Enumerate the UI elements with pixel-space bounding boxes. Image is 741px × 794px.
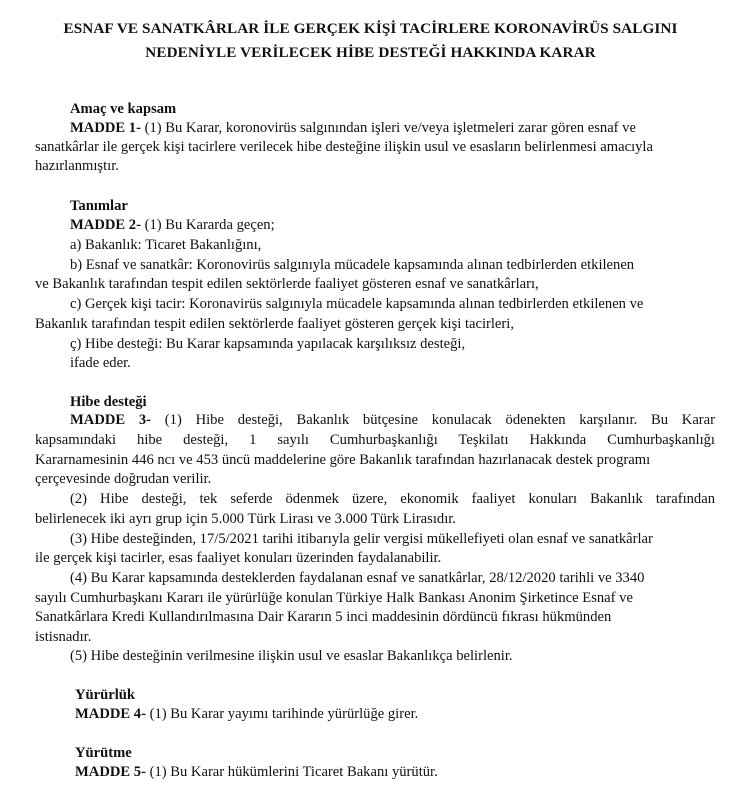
tanim-ifade: ifade eder. [70, 355, 131, 371]
madde-1-line-3: hazırlanmıştır. [35, 158, 119, 174]
madde-3-text: (1) Hibe desteği, Bakanlık bütçesine konulacak ödenekten karşılanır. Bu Karar [151, 412, 715, 428]
tanim-b-line-1: b) Esnaf ve sanatkâr: Koronovirüs salgınıyla mücadele kapsamında alınan tedbirlerden etkilenen [70, 257, 635, 273]
section-heading-hibe: Hibe desteği [70, 394, 147, 410]
tanim-a: a) Bakanlık: Ticaret Bakanlığını, [70, 237, 262, 253]
madde-2-text: (1) Bu Kararda geçen; [140, 217, 275, 233]
madde-1-label: MADDE 1- [70, 120, 141, 136]
madde-3-p2-line-1: (2) Hibe desteği, tek seferde ödenmek üzere, ekonomik faaliyet konuları Bakanlık tarafından [70, 491, 715, 507]
madde-5-line-1 [75, 763, 438, 781]
madde-3-p1-line-3: Kararnamesinin 446 ncı ve 453 üncü maddelerine göre Bakanlık tarafından hazırlanacak destek programı [35, 452, 651, 468]
madde-1-text: (1) Bu Karar, koronovirüs salgınından işleri ve/veya işletmeleri zarar gören esnaf ve [140, 120, 636, 136]
madde-3-p4-line-4: istisnadır. [35, 629, 92, 645]
madde-1-line-2: sanatkârlar ile gerçek kişi tacirlere verilecek hibe desteğine ilişkin usul ve esasların belirlenmesi amacıyla [35, 139, 653, 155]
madde-3-p1-line-2: kapsamındaki hibe desteği, 1 sayılı Cumhurbaşkanlığı Teşkilatı Hakkında Cumhurbaşkanlığı [35, 432, 715, 448]
madde-4-label: MADDE 4- [75, 706, 146, 722]
tanim-c-line-2: Bakanlık tarafından tespit edilen sektörlerde faaliyet gösteren gerçek kişi tacirleri, [35, 316, 514, 332]
madde-5-label: MADDE 5- [75, 764, 146, 780]
madde-3-line-1 [70, 411, 715, 429]
tanim-cc: ç) Hibe desteği: Bu Karar kapsamında yapılacak karşılıksız desteği, [70, 336, 466, 352]
tanim-c-line-1: c) Gerçek kişi tacir: Koronavirüs salgınıyla mücadele kapsamında alınan tedbirlerden etkilenen ve [70, 296, 644, 312]
section-heading-yururluk: Yürürlük [75, 687, 136, 703]
madde-3-p2-line-2: belirlenecek iki ayrı grup için 5.000 Türk Lirası ve 3.000 Türk Lirasıdır. [35, 511, 456, 527]
section-heading-amac: Amaç ve kapsam [70, 101, 177, 117]
madde-4-line-1 [75, 705, 418, 723]
madde-3-p1-line-4: çerçevesinde doğrudan verilir. [35, 471, 212, 487]
section-heading-tanimlar: Tanımlar [70, 198, 128, 214]
madde-3-p4-line-1: (4) Bu Karar kapsamında desteklerden faydalanan esnaf ve sanatkârlar, 28/12/2020 tarihli ve 3340 [70, 570, 645, 586]
madde-3-label: MADDE 3- [70, 412, 152, 428]
document-title-line-2: NEDENİYLE VERİLECEK HİBE DESTEĞİ HAKKINDA KARAR [145, 44, 596, 61]
madde-1-line-1 [70, 119, 636, 137]
document-title-line-1: ESNAF VE SANATKÂRLAR İLE GERÇEK KİŞİ TACİRLERE KORONAVİRÜS SALGINI [63, 20, 678, 37]
section-heading-yurutme: Yürütme [75, 745, 132, 761]
tanim-b-line-2: ve Bakanlık tarafından tespit edilen sektörlerde faaliyet gösteren esnaf ve sanatkârları, [35, 276, 539, 292]
madde-3-p3-line-1: (3) Hibe desteğinden, 17/5/2021 tarihi itibarıyla gelir vergisi mükellefiyeti olan esnaf ve sanatkârlar [70, 531, 653, 547]
madde-2-label: MADDE 2- [70, 217, 141, 233]
madde-5-text: (1) Bu Karar hükümlerini Ticaret Bakanı yürütür. [145, 764, 438, 780]
madde-2-line-1 [70, 216, 275, 234]
madde-3-p4-line-2: sayılı Cumhurbaşkanı Kararı ile yürürlüğe konulan Türkiye Halk Bankası Anonim Şirketince Esnaf ve [35, 590, 633, 606]
madde-3-p5-line-1: (5) Hibe desteğinin verilmesine ilişkin usul ve esaslar Bakanlıkça belirlenir. [70, 648, 513, 664]
madde-3-p4-line-3: Sanatkârlara Kredi Kullandırılmasına Dair Kararın 5 inci maddesinin dördüncü fıkrası hükmünden [35, 609, 612, 625]
madde-4-text: (1) Bu Karar yayımı tarihinde yürürlüğe girer. [145, 706, 419, 722]
madde-3-p3-line-2: ile gerçek kişi tacirler, esas faaliyet konuları üzerinden faydalanabilir. [35, 550, 442, 566]
